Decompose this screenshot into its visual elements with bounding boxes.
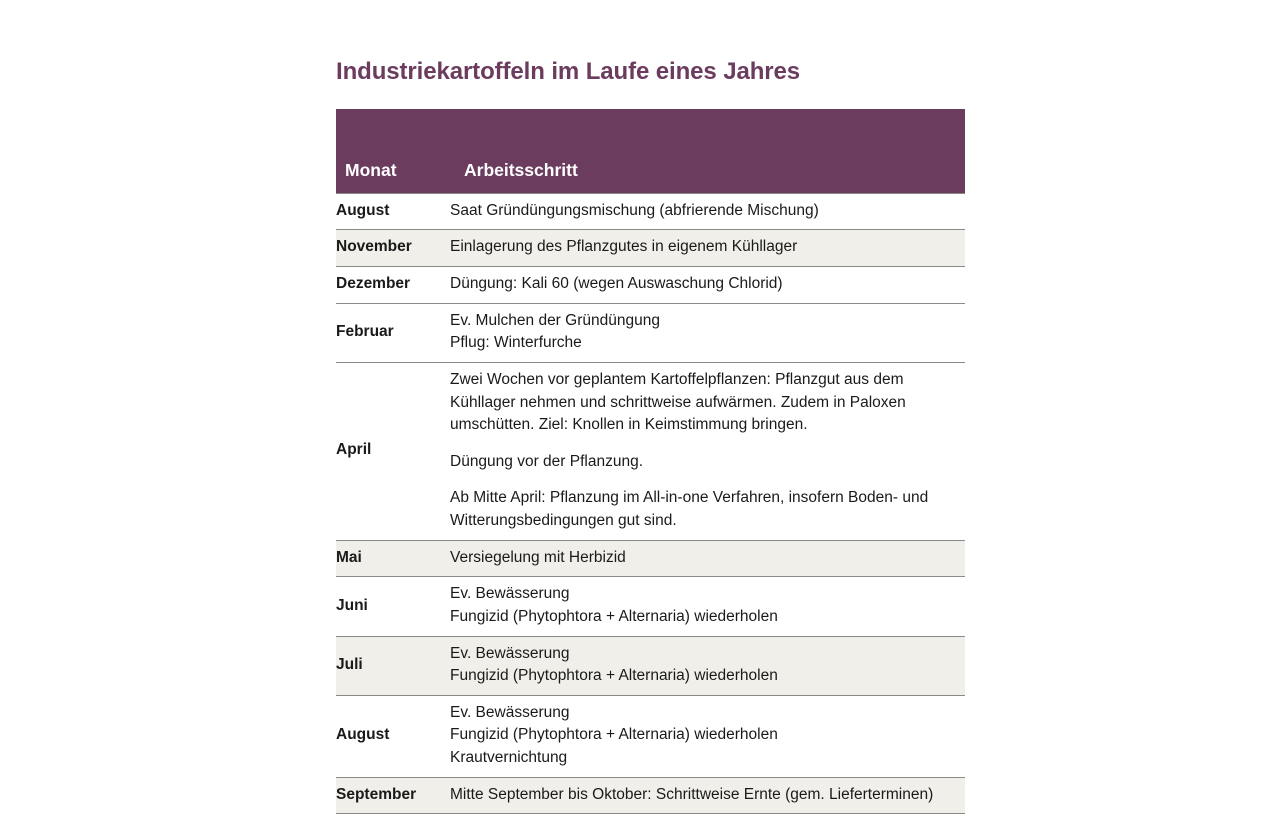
work-step-line: Ab Mitte April: Pflanzung im All-in-one Verfahren, insofern Boden- und Witterungsbedingungen gut sind.: [450, 489, 929, 530]
cell-work-step: [450, 540, 965, 577]
work-step-line: Ev. Bewässerung: [450, 703, 570, 721]
cell-work-step: [450, 362, 965, 540]
table-row: [336, 303, 965, 362]
table-header: [336, 109, 965, 194]
cell-month: August: [336, 695, 450, 777]
table-row: [336, 230, 965, 267]
cell-work-step: [450, 230, 965, 267]
work-step-paragraph: [450, 702, 965, 770]
table-row: [336, 695, 965, 777]
work-step-paragraph: [450, 487, 965, 532]
work-step-line: Düngung vor der Pflanzung.: [450, 452, 644, 470]
work-step-line: Düngung: Kali 60 (wegen Auswaschung Chlorid): [450, 275, 783, 293]
cell-month: Juli: [336, 636, 450, 695]
work-step-line: Einlagerung des Pflanzgutes in eigenem Kühllager: [450, 238, 798, 256]
cell-work-step: [450, 577, 965, 636]
table-header-row: [336, 109, 965, 194]
cell-month: September: [336, 777, 450, 814]
work-step-paragraph: [450, 547, 965, 570]
table-row: [336, 193, 965, 230]
cell-work-step: [450, 303, 965, 362]
work-step-line: Fungizid (Phytophtora + Alternaria) wiederholen: [450, 607, 778, 625]
work-step-line: Zwei Wochen vor geplantem Kartoffelpflanzen: Pflanzgut aus dem Kühllager nehmen und schrittweise aufwärmen. Zudem in Paloxen umschütten. Ziel: Knollen in Keimstimmung bringen.: [450, 370, 906, 434]
cell-work-step: [450, 777, 965, 814]
work-step-paragraph: [450, 310, 965, 355]
work-step-paragraph: [450, 236, 965, 259]
work-step-line: Ev. Bewässerung: [450, 585, 570, 603]
table-row: [336, 540, 965, 577]
table-row: [336, 636, 965, 695]
column-header-step: Arbeitsschritt: [450, 109, 965, 194]
work-step-paragraph: [450, 200, 965, 223]
cell-work-step: [450, 636, 965, 695]
work-step-line: Ev. Bewässerung: [450, 644, 570, 662]
cell-month: Juni: [336, 577, 450, 636]
cell-work-step: [450, 267, 965, 304]
cell-month: Dezember: [336, 267, 450, 304]
cell-month: Mai: [336, 540, 450, 577]
cell-month: Februar: [336, 303, 450, 362]
work-step-paragraph: [450, 273, 965, 296]
table-body: [336, 193, 965, 814]
work-step-paragraph: [450, 369, 965, 437]
work-step-paragraph: [450, 451, 965, 474]
cell-work-step: [450, 695, 965, 777]
work-step-line: Pflug: Winterfurche: [450, 334, 582, 352]
work-step-line: Fungizid (Phytophtora + Alternaria) wiederholen: [450, 667, 778, 685]
cell-month: August: [336, 193, 450, 230]
work-step-paragraph: [450, 784, 965, 807]
work-step-line: Saat Gründüngungsmischung (abfrierende Mischung): [450, 201, 819, 219]
column-header-month: Monat: [336, 109, 450, 194]
work-step-line: Ev. Mulchen der Gründüngung: [450, 311, 660, 329]
work-step-line: Krautvernichtung: [450, 749, 568, 767]
work-step-line: Fungizid (Phytophtora + Alternaria) wiederholen: [450, 726, 778, 744]
table-row: [336, 362, 965, 540]
work-step-paragraph: [450, 643, 965, 688]
work-step-line: Mitte September bis Oktober: Schrittweise Ernte (gem. Lieferterminen): [450, 785, 934, 803]
work-step-line: Versiegelung mit Herbizid: [450, 548, 626, 566]
table-row: [336, 577, 965, 636]
cell-work-step: [450, 193, 965, 230]
annual-schedule-table: [336, 109, 965, 814]
table-row: [336, 267, 965, 304]
table-row: [336, 777, 965, 814]
work-step-paragraph: [450, 583, 965, 628]
document-content: [336, 58, 965, 814]
page-title: Industriekartoffeln im Laufe eines Jahres: [336, 58, 801, 85]
cell-month: November: [336, 230, 450, 267]
cell-month: April: [336, 362, 450, 540]
